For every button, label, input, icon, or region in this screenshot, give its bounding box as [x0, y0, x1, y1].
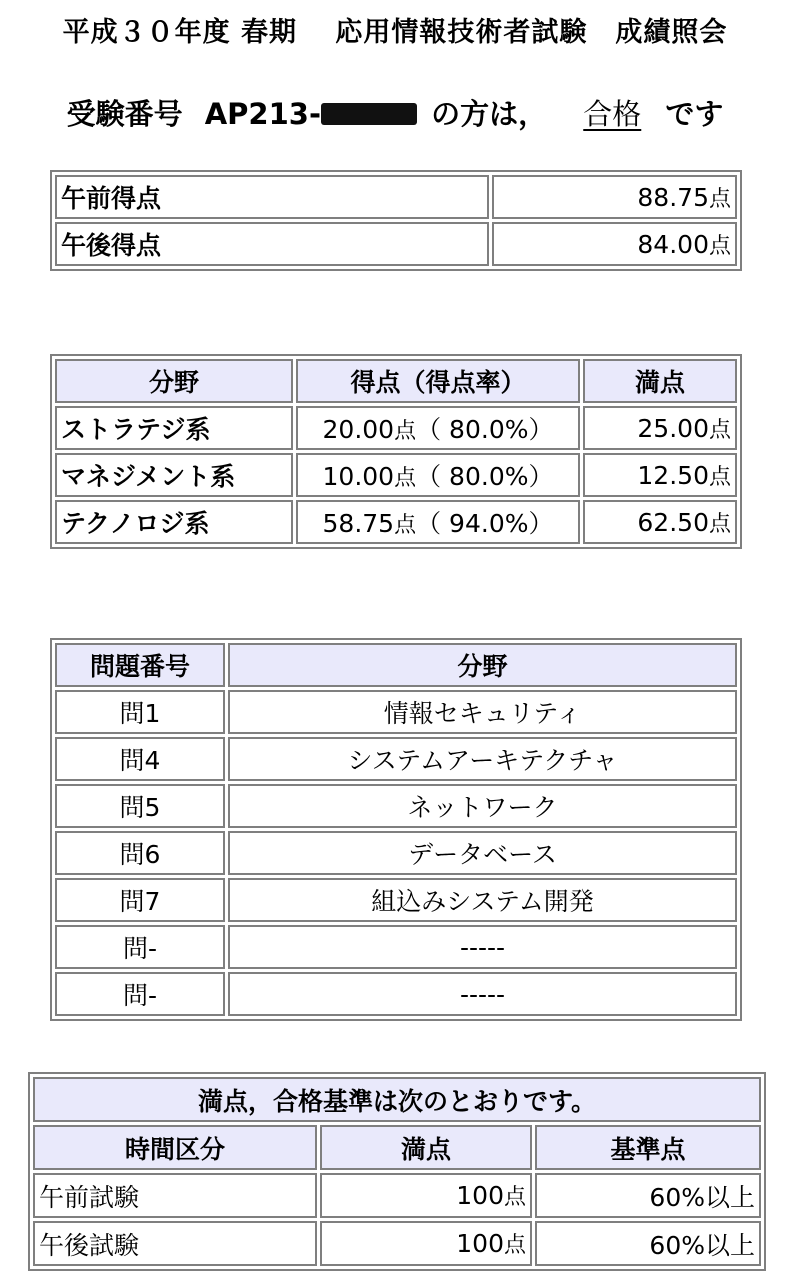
header-question-no: 問題番号: [55, 643, 225, 687]
field-max: [583, 500, 737, 544]
score-label-am: 午前得点: [55, 175, 489, 219]
table-row: [33, 1221, 761, 1266]
field-score: [296, 406, 580, 450]
score-rate: （ 80.0%）: [416, 462, 554, 491]
field-score: [296, 453, 580, 497]
max-unit: 点: [708, 417, 731, 443]
header-period: 時間区分: [33, 1125, 317, 1170]
header-question-field: 分野: [228, 643, 737, 687]
max-unit: 点: [708, 511, 731, 537]
question-field: データベース: [228, 831, 737, 875]
max-unit: 点: [708, 464, 731, 490]
table-caption-row: [33, 1077, 761, 1122]
question-no: 問-: [55, 925, 225, 969]
score-number: 20.00: [322, 415, 395, 444]
question-field: -----: [228, 972, 737, 1016]
question-no: 問-: [55, 972, 225, 1016]
header-score-rate: 得点（得点率）: [296, 359, 580, 403]
criteria-caption: 満点，合格基準は次のとおりです。: [33, 1077, 761, 1122]
question-no: 問6: [55, 831, 225, 875]
score-number: 10.00: [322, 462, 395, 491]
score-number: 84.00: [637, 229, 709, 259]
table-row: [55, 831, 737, 875]
question-field: 組込みシステム開発: [228, 878, 737, 922]
max-number: 25.00: [637, 413, 709, 443]
score-unit: 点: [394, 513, 417, 538]
table-row: [55, 406, 737, 450]
question-field: ネットワーク: [228, 784, 737, 828]
max-number: 12.50: [637, 460, 709, 490]
page-title: 平成３０年度 春期 応用情報技術者試験 成績照会: [62, 17, 728, 48]
score-value-am: [492, 175, 737, 219]
field-score: [296, 500, 580, 544]
result-middle-text: の方は，: [431, 97, 548, 131]
question-field: -----: [228, 925, 737, 969]
question-no: 問4: [55, 737, 225, 781]
max-number: 100: [456, 1229, 504, 1258]
question-no: 問1: [55, 690, 225, 734]
score-label-pm: 午後得点: [55, 222, 489, 266]
table-row: [55, 453, 737, 497]
criteria-period: 午後試験: [33, 1221, 317, 1266]
table-row: [55, 222, 737, 266]
score-number: 58.75: [322, 509, 395, 538]
question-no: 問7: [55, 878, 225, 922]
score-unit: 点: [394, 419, 417, 444]
table-row: [55, 175, 737, 219]
max-number: 100: [456, 1181, 504, 1210]
question-field: システムアーキテクチャ: [228, 737, 737, 781]
question-field: 情報セキュリティ: [228, 690, 737, 734]
question-no: 問5: [55, 784, 225, 828]
table-row: [55, 925, 737, 969]
table-header-row: [33, 1125, 761, 1170]
table-row: [55, 690, 737, 734]
field-name: テクノロジ系: [55, 500, 293, 544]
score-unit: 点: [394, 466, 417, 491]
score-unit: 点: [708, 186, 731, 212]
score-table: [50, 170, 742, 271]
criteria-threshold: 60%以上: [535, 1173, 761, 1218]
pass-status: 合格: [583, 97, 642, 131]
max-unit: 点: [503, 1233, 526, 1258]
criteria-max: [320, 1221, 532, 1266]
score-unit: 点: [708, 233, 731, 259]
field-name: ストラテジ系: [55, 406, 293, 450]
redaction-mark: [321, 103, 417, 125]
table-row: [55, 500, 737, 544]
max-number: 62.50: [637, 507, 709, 537]
field-max: [583, 453, 737, 497]
header-max: 満点: [320, 1125, 532, 1170]
score-number: 88.75: [637, 182, 709, 212]
max-unit: 点: [503, 1185, 526, 1210]
field-name: マネジメント系: [55, 453, 293, 497]
exam-number-prefix: AP213-: [204, 97, 322, 131]
table-row: [55, 972, 737, 1016]
criteria-period: 午前試験: [33, 1173, 317, 1218]
criteria-threshold: 60%以上: [535, 1221, 761, 1266]
score-rate: （ 80.0%）: [416, 415, 554, 444]
criteria-max: [320, 1173, 532, 1218]
table-row: [55, 878, 737, 922]
header-threshold: 基準点: [535, 1125, 761, 1170]
table-header-row: [55, 643, 737, 687]
field-max: [583, 406, 737, 450]
table-header-row: [55, 359, 737, 403]
header-field: 分野: [55, 359, 293, 403]
score-value-pm: [492, 222, 737, 266]
table-row: [55, 784, 737, 828]
question-table: [50, 638, 742, 1021]
result-suffix: です: [665, 97, 724, 131]
exam-number-label: 受験番号: [66, 97, 183, 131]
score-rate: （ 94.0%）: [416, 509, 554, 538]
table-row: [55, 737, 737, 781]
header-max: 満点: [583, 359, 737, 403]
criteria-table: [28, 1072, 766, 1271]
result-line: [0, 92, 790, 133]
field-score-table: [50, 354, 742, 549]
table-row: [33, 1173, 761, 1218]
